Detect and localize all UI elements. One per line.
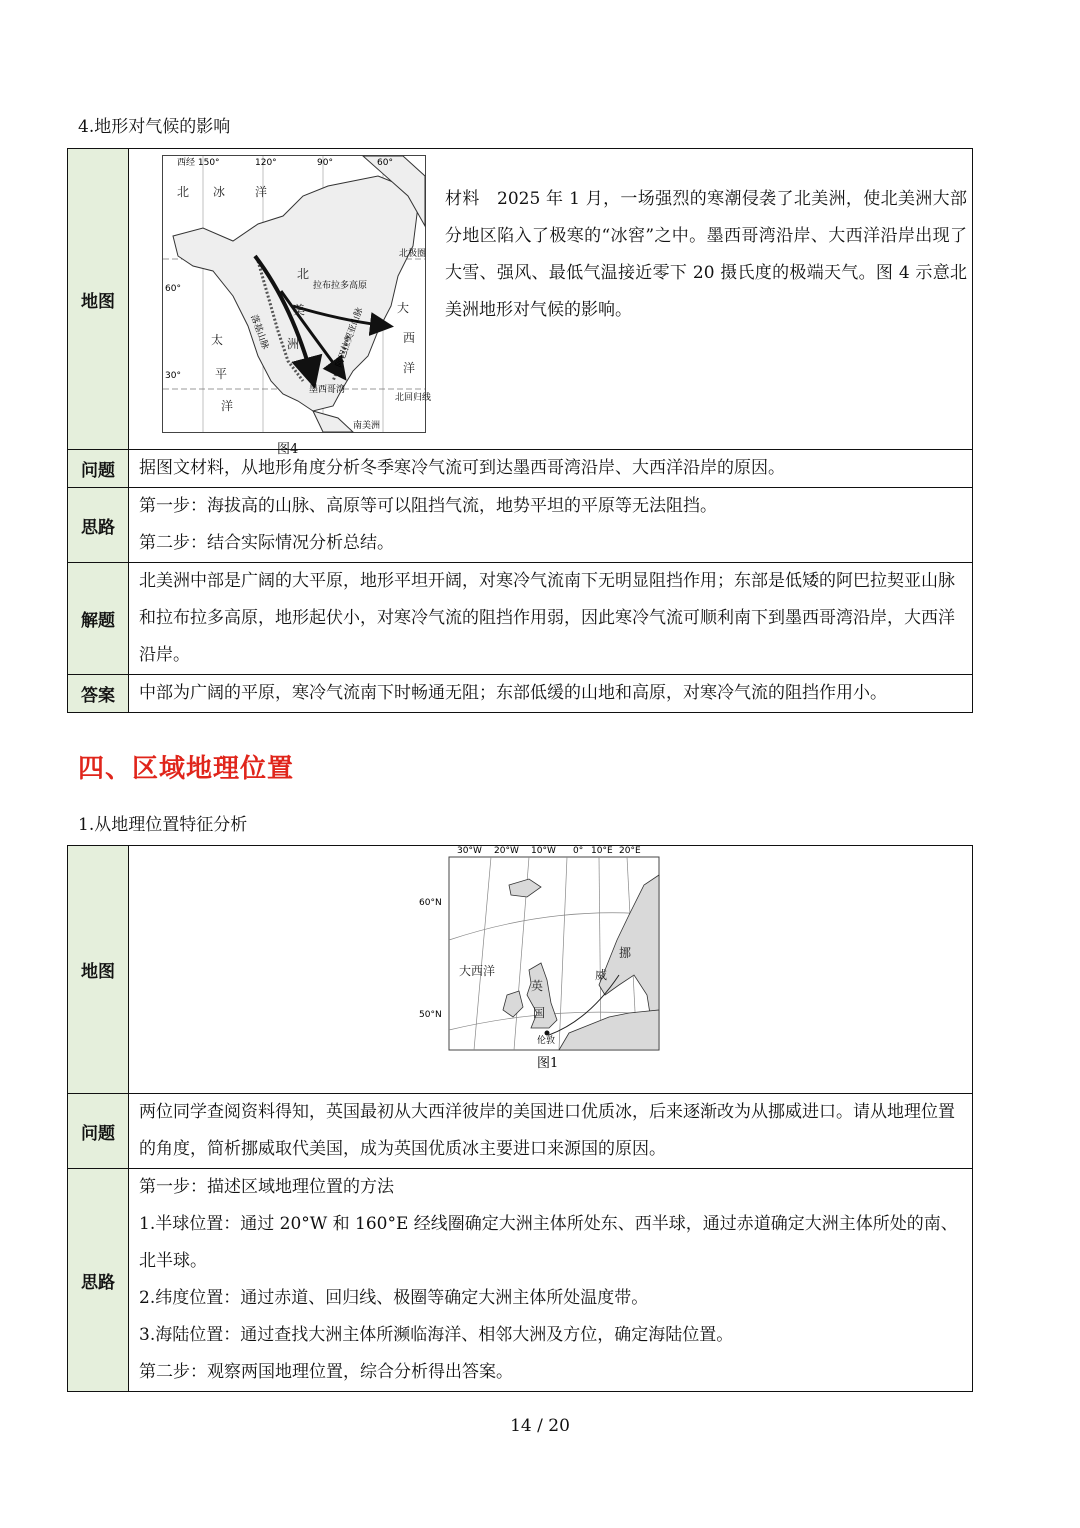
material-text: 材料 2025 年 1 月，一场强烈的寒潮侵袭了北美洲，使北美洲大部分地区陷入了极寒的“冰窖”之中。墨西哥湾沿岸、大西洋沿岸出现了大雪、强风、最低气温接近零下 20 摄氏度的极端天气。图 4 示意北美洲地形对气候的影响。 (445, 189, 967, 320)
lon-label-20w: 20°W (494, 846, 519, 856)
section-heading-regional-location: 四、区域地理位置 (78, 754, 295, 784)
london-label: 伦敦 (537, 1036, 556, 1046)
section-subtitle-terrain: 4.地形对气候的影响 (78, 117, 231, 137)
ocean-label-arctic-1: 北 (177, 185, 190, 199)
lat-label-60n: 60°N (419, 898, 442, 908)
ocean-label-pacific-3: 洋 (221, 399, 234, 413)
row-label-question: 问题 (68, 450, 129, 488)
tropic-label: 北回归线 (395, 393, 432, 403)
map-caption-figure4: 图4 (277, 442, 299, 457)
north-america-map (162, 155, 432, 433)
ocean-label-atlantic-2: 西 (403, 331, 416, 345)
lat-label-60: 60° (165, 284, 181, 294)
thinking2-point-1: 1.半球位置：通过 20°W 和 160°E 经线圈确定大洲主体所处东、西半球，通过赤道确定大洲主体所处的南、北半球。 (139, 1214, 958, 1271)
north-america-map-svg (163, 156, 432, 432)
location-table (67, 845, 973, 1392)
lon-label-60: 60° (377, 158, 393, 168)
lon-label-10e: 10°E (591, 846, 613, 856)
appalachian-label: 阿巴拉契亚山脉 (334, 306, 366, 370)
uk-label-1: 英 (531, 979, 544, 993)
rocky-mountains-label: 落基山脉 (248, 313, 270, 351)
europe-map-svg (419, 845, 669, 1075)
row-label-thinking: 思路 (68, 488, 129, 563)
terrain-climate-table (67, 148, 973, 713)
map-cell-2 (129, 846, 973, 1094)
row-label-solution: 解题 (68, 563, 129, 675)
ocean-label-arctic-2: 冰 (213, 185, 226, 199)
london-point (545, 1031, 550, 1036)
ocean-label-arctic-3: 洋 (255, 185, 268, 199)
lon-label-150: 西经 150° (177, 158, 220, 168)
atlantic-label: 大西洋 (459, 964, 496, 978)
solution-text: 北美洲中部是广阔的大平原，地形平坦开阔，对寒冷气流南下无明显阻挡作用；东部是低矮的阿巴拉契亚山脉和拉布拉多高原，地形起伏小，对寒冷气流的阻挡作用弱，因此寒冷气流可顺利南下到墨西哥湾沿岸，大西洋沿岸。 (129, 563, 973, 675)
section-subtitle-location: 1.从地理位置特征分析 (78, 815, 248, 835)
lon-label-30w: 30°W (457, 846, 482, 856)
labrador-label: 拉布拉多高原 (313, 281, 368, 291)
ocean-label-atlantic-3: 洋 (403, 361, 416, 375)
north-america-landmass (173, 176, 418, 411)
europe-map (419, 845, 669, 1075)
gulf-label: 墨西哥湾 (309, 385, 346, 395)
continent-label-1: 北 (297, 267, 310, 281)
answer-text: 中部为广阔的平原，寒冷气流南下时畅通无阻；东部低缓的山地和高原，对寒冷气流的阻挡作用小。 (129, 675, 973, 713)
thinking2-step-1: 第一步：描述区域地理位置的方法 (139, 1177, 394, 1197)
row-label-question-2: 问题 (68, 1094, 129, 1169)
thinking2-step-2: 第二步：观察两国地理位置，综合分析得出答案。 (139, 1362, 513, 1382)
arctic-circle-label: 北极圈 (399, 249, 427, 259)
lon-label-120: 120° (255, 158, 277, 168)
central-america-landmass (313, 411, 353, 432)
row-label-map: 地图 (68, 149, 129, 450)
thinking2-point-2: 2.纬度位置：通过赤道、回归线、极圈等确定大洲主体所处温度带。 (139, 1288, 649, 1308)
uk-label-2: 国 (533, 1006, 546, 1020)
south-america-label: 南美洲 (353, 421, 381, 431)
thinking-cell-2 (129, 1169, 973, 1392)
map-caption-figure1: 图1 (537, 1056, 559, 1071)
ocean-label-pacific-2: 平 (215, 367, 228, 381)
lat-label-30: 30° (165, 371, 181, 381)
question-text: 据图文材料，从地形角度分析冬季寒冷气流可到达墨西哥湾沿岸、大西洋沿岸的原因。 (129, 450, 973, 488)
continent-label-3: 洲 (287, 337, 300, 351)
ocean-label-atlantic-1: 大 (397, 301, 410, 315)
row-label-answer: 答案 (68, 675, 129, 713)
row-label-map-2: 地图 (68, 846, 129, 1094)
lon-label-10w: 10°W (531, 846, 556, 856)
norway-label-1: 挪 (619, 946, 632, 960)
ocean-label-pacific-1: 太 (211, 333, 224, 347)
question-text-2: 两位同学查阅资料得知，英国最初从大西洋彼岸的美国进口优质冰，后来逐渐改为从挪威进口。请从地理位置的角度，简析挪威取代美国，成为英国优质冰主要进口来源国的原因。 (129, 1094, 973, 1169)
page-number: 14 / 20 (510, 1416, 570, 1436)
lat-label-50n: 50°N (419, 1010, 442, 1020)
map-cell (129, 149, 973, 457)
thinking-step-2: 第二步：结合实际情况分析总结。 (139, 533, 394, 553)
thinking-step-1: 第一步：海拔高的山脉、高原等可以阻挡气流，地势平坦的平原等无法阻挡。 (139, 496, 717, 516)
row-label-thinking-2: 思路 (68, 1169, 129, 1392)
lon-label-0: 0° (573, 846, 584, 856)
norway-label-2: 威 (595, 968, 608, 982)
thinking-cell (129, 488, 973, 563)
thinking2-point-3: 3.海陆位置：通过查找大洲主体所濒临海洋、相邻大洲及方位，确定海陆位置。 (139, 1325, 734, 1345)
lon-label-90: 90° (317, 158, 333, 168)
continent-label-2: 美 (293, 303, 306, 317)
lon-label-20e: 20°E (619, 846, 641, 856)
